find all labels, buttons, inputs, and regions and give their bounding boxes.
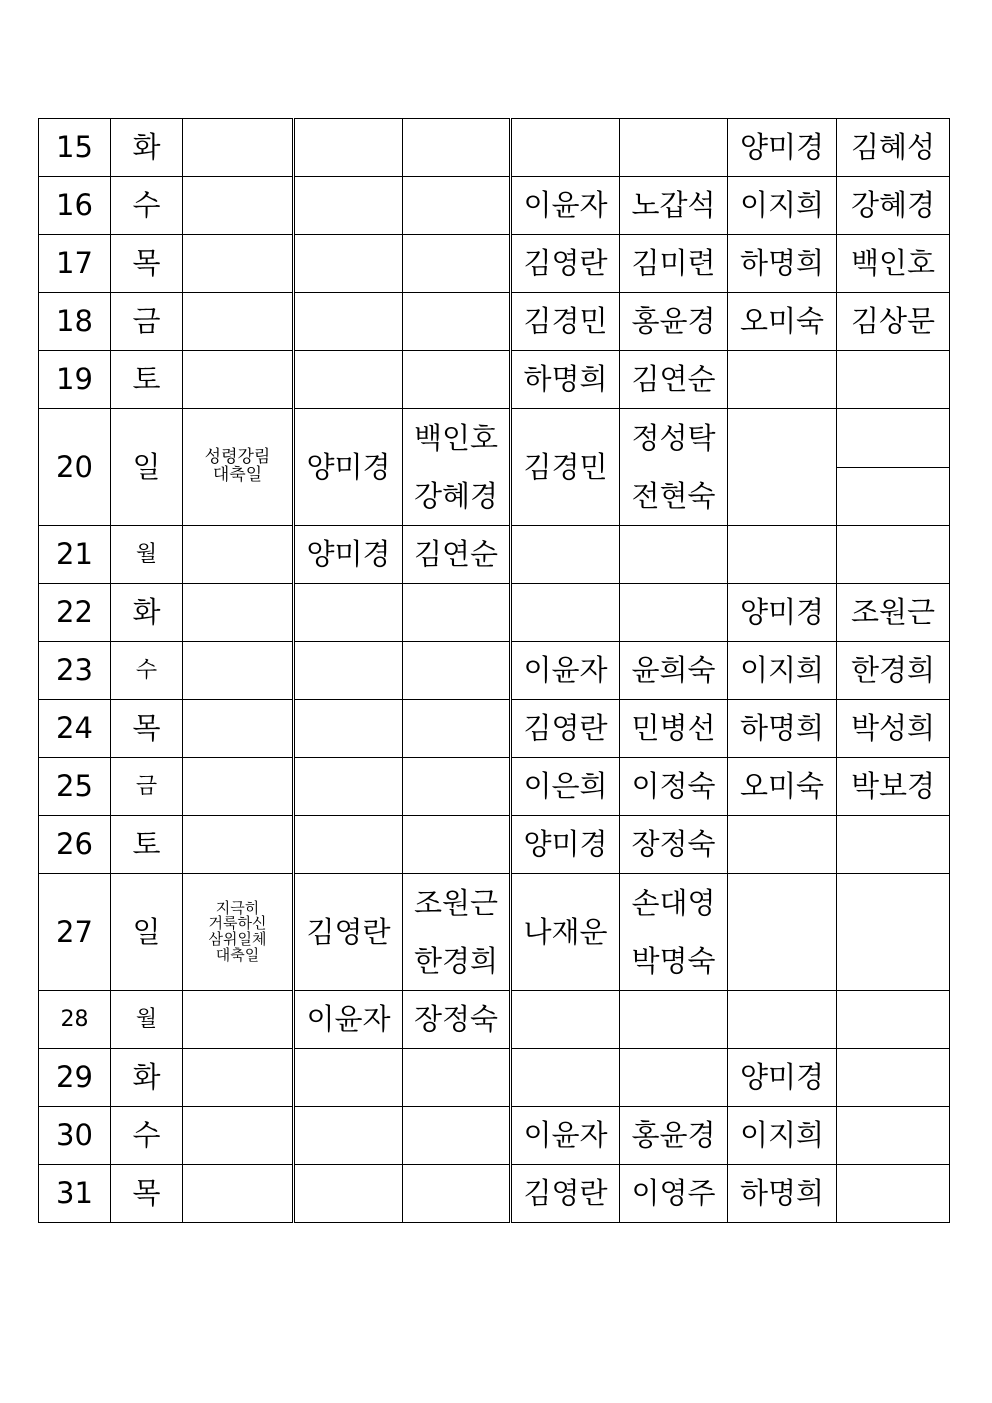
reader-cell — [403, 642, 511, 700]
assistant-cell — [620, 584, 728, 642]
assistant-cell: 김연순 — [620, 351, 728, 409]
schedule-table — [38, 118, 950, 1223]
weekday-cell: 월 — [111, 991, 183, 1049]
feast-cell — [183, 816, 294, 874]
assistant-name: 정성탁 — [631, 421, 716, 455]
feast-cell — [183, 119, 294, 177]
partner-cell — [837, 409, 950, 468]
reader-cell — [403, 119, 511, 177]
partner-cell: 한경희 — [837, 642, 950, 700]
weekday-cell: 화 — [111, 119, 183, 177]
weekday-cell: 금 — [111, 758, 183, 816]
weekday-cell: 일 — [111, 874, 183, 991]
server-cell: 김경민 — [511, 409, 620, 526]
duty-cell: 오미숙 — [728, 293, 837, 351]
partner-cell — [837, 874, 950, 991]
weekday-cell: 목 — [111, 235, 183, 293]
duty-cell: 하명희 — [728, 235, 837, 293]
table-row — [39, 991, 950, 1049]
reader-name: 한경희 — [413, 944, 499, 978]
duty-cell: 이지희 — [728, 642, 837, 700]
duty-cell: 양미경 — [728, 584, 837, 642]
table-row — [39, 758, 950, 816]
server-cell: 양미경 — [511, 816, 620, 874]
reader-cell: 김연순 — [403, 526, 511, 584]
feast-cell — [183, 235, 294, 293]
partner-cell — [837, 816, 950, 874]
partner-cell — [837, 467, 950, 526]
reader-cell — [403, 816, 511, 874]
feast-label: 지극히 거룩하신 삼위일체 대축일 — [208, 898, 267, 964]
reader-cell — [403, 351, 511, 409]
assistant-cell — [620, 991, 728, 1049]
duty-cell: 하명희 — [728, 700, 837, 758]
feast-cell — [183, 758, 294, 816]
date-cell: 29 — [39, 1049, 111, 1107]
feast-label: 성령강림 대축일 — [204, 447, 271, 485]
reader-cell — [403, 293, 511, 351]
presider-cell — [294, 1049, 403, 1107]
date-cell: 15 — [39, 119, 111, 177]
partner-cell: 백인호 — [837, 235, 950, 293]
partner-cell — [837, 351, 950, 409]
partner-cell — [837, 1165, 950, 1223]
feast-cell — [183, 1107, 294, 1165]
partner-cell — [837, 991, 950, 1049]
server-cell — [511, 1049, 620, 1107]
assistant-cell: 윤희숙 — [620, 642, 728, 700]
feast-cell — [183, 642, 294, 700]
server-cell: 이윤자 — [511, 1107, 620, 1165]
date-cell: 22 — [39, 584, 111, 642]
duty-cell: 이지희 — [728, 177, 837, 235]
duty-cell: 하명희 — [728, 1165, 837, 1223]
partner-cell: 김혜성 — [837, 119, 950, 177]
weekday-cell: 목 — [111, 1165, 183, 1223]
date-cell: 16 — [39, 177, 111, 235]
partner-cell — [837, 1107, 950, 1165]
server-cell — [511, 584, 620, 642]
assistant-cell: 홍윤경 — [620, 1107, 728, 1165]
presider-cell: 이윤자 — [294, 991, 403, 1049]
assistant-cell: 노갑석 — [620, 177, 728, 235]
schedule-sheet — [38, 118, 949, 1223]
server-cell: 이은희 — [511, 758, 620, 816]
presider-cell — [294, 758, 403, 816]
reader-name: 백인호 — [413, 421, 499, 455]
feast-cell — [183, 700, 294, 758]
assistant-cell: 이영주 — [620, 1165, 728, 1223]
reader-cell — [403, 584, 511, 642]
server-cell: 이윤자 — [511, 642, 620, 700]
duty-cell — [728, 351, 837, 409]
duty-cell — [728, 816, 837, 874]
assistant-cell — [620, 119, 728, 177]
presider-cell — [294, 235, 403, 293]
partner-cell: 박보경 — [837, 758, 950, 816]
table-row — [39, 642, 950, 700]
table-row — [39, 816, 950, 874]
assistant-cell: 홍윤경 — [620, 293, 728, 351]
presider-cell: 김영란 — [294, 874, 403, 991]
presider-cell — [294, 816, 403, 874]
date-cell: 27 — [39, 874, 111, 991]
reader-cell — [403, 177, 511, 235]
feast-cell — [183, 1049, 294, 1107]
presider-cell — [294, 1107, 403, 1165]
table-row — [39, 584, 950, 642]
weekday-cell: 토 — [111, 816, 183, 874]
feast-cell — [183, 409, 294, 526]
server-cell: 나재운 — [511, 874, 620, 991]
server-cell: 김영란 — [511, 235, 620, 293]
feast-cell — [183, 584, 294, 642]
weekday-cell: 수 — [111, 642, 183, 700]
presider-cell — [294, 1165, 403, 1223]
table-row — [39, 1107, 950, 1165]
partner-cell: 박성희 — [837, 700, 950, 758]
server-cell: 김영란 — [511, 1165, 620, 1223]
date-cell: 31 — [39, 1165, 111, 1223]
assistant-cell — [620, 409, 728, 526]
presider-cell — [294, 351, 403, 409]
date-cell: 19 — [39, 351, 111, 409]
duty-cell — [728, 991, 837, 1049]
assistant-cell: 김미련 — [620, 235, 728, 293]
server-cell: 하명희 — [511, 351, 620, 409]
feast-cell — [183, 874, 294, 991]
table-row — [39, 409, 950, 468]
duty-cell: 이지희 — [728, 1107, 837, 1165]
date-cell: 25 — [39, 758, 111, 816]
server-cell: 김경민 — [511, 293, 620, 351]
server-cell — [511, 119, 620, 177]
presider-cell — [294, 642, 403, 700]
presider-cell — [294, 293, 403, 351]
reader-name: 강혜경 — [413, 479, 499, 513]
reader-cell — [403, 409, 511, 526]
reader-cell — [403, 1049, 511, 1107]
duty-cell — [728, 874, 837, 991]
weekday-cell: 월 — [111, 526, 183, 584]
presider-cell — [294, 584, 403, 642]
date-cell: 18 — [39, 293, 111, 351]
date-cell: 20 — [39, 409, 111, 526]
reader-cell — [403, 874, 511, 991]
server-cell — [511, 526, 620, 584]
assistant-cell — [620, 874, 728, 991]
table-row — [39, 1165, 950, 1223]
date-cell: 26 — [39, 816, 111, 874]
assistant-cell: 민병선 — [620, 700, 728, 758]
weekday-cell: 일 — [111, 409, 183, 526]
weekday-cell: 화 — [111, 584, 183, 642]
partner-cell: 강혜경 — [837, 177, 950, 235]
reader-name: 조원근 — [413, 886, 499, 920]
assistant-cell: 이정숙 — [620, 758, 728, 816]
presider-cell: 양미경 — [294, 526, 403, 584]
table-row — [39, 119, 950, 177]
assistant-name: 박명숙 — [631, 944, 716, 978]
date-cell: 21 — [39, 526, 111, 584]
reader-cell — [403, 1165, 511, 1223]
reader-cell — [403, 758, 511, 816]
table-row — [39, 351, 950, 409]
reader-cell — [403, 235, 511, 293]
duty-cell: 오미숙 — [728, 758, 837, 816]
partner-cell: 김상문 — [837, 293, 950, 351]
date-cell: 23 — [39, 642, 111, 700]
partner-cell — [837, 1049, 950, 1107]
table-row — [39, 700, 950, 758]
presider-cell — [294, 119, 403, 177]
reader-cell — [403, 1107, 511, 1165]
reader-cell: 장정숙 — [403, 991, 511, 1049]
feast-cell — [183, 526, 294, 584]
reader-cell — [403, 700, 511, 758]
partner-cell — [837, 526, 950, 584]
feast-cell — [183, 177, 294, 235]
table-row — [39, 177, 950, 235]
weekday-cell: 수 — [111, 1107, 183, 1165]
schedule-body — [39, 119, 950, 1223]
assistant-name: 전현숙 — [631, 479, 716, 513]
presider-cell — [294, 700, 403, 758]
weekday-cell: 화 — [111, 1049, 183, 1107]
feast-cell — [183, 1165, 294, 1223]
feast-cell — [183, 351, 294, 409]
table-row — [39, 1049, 950, 1107]
date-cell: 28 — [39, 991, 111, 1049]
feast-cell — [183, 991, 294, 1049]
weekday-cell: 목 — [111, 700, 183, 758]
presider-cell — [294, 177, 403, 235]
duty-cell — [728, 526, 837, 584]
presider-cell: 양미경 — [294, 409, 403, 526]
date-cell: 30 — [39, 1107, 111, 1165]
duty-cell — [728, 409, 837, 526]
duty-cell: 양미경 — [728, 119, 837, 177]
weekday-cell: 금 — [111, 293, 183, 351]
feast-cell — [183, 293, 294, 351]
server-cell: 이윤자 — [511, 177, 620, 235]
duty-cell: 양미경 — [728, 1049, 837, 1107]
assistant-name: 손대영 — [631, 886, 716, 920]
weekday-cell: 토 — [111, 351, 183, 409]
partner-cell: 조원근 — [837, 584, 950, 642]
date-cell: 24 — [39, 700, 111, 758]
date-cell: 17 — [39, 235, 111, 293]
assistant-cell — [620, 1049, 728, 1107]
table-row — [39, 293, 950, 351]
table-row — [39, 235, 950, 293]
weekday-cell: 수 — [111, 177, 183, 235]
assistant-cell: 장정숙 — [620, 816, 728, 874]
server-cell — [511, 991, 620, 1049]
assistant-cell — [620, 526, 728, 584]
server-cell: 김영란 — [511, 700, 620, 758]
table-row — [39, 526, 950, 584]
